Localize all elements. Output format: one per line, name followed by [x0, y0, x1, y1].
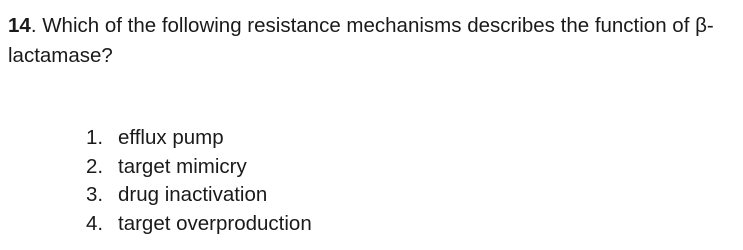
- answer-option-1[interactable]: [86, 124, 312, 153]
- answer-option-2[interactable]: [86, 153, 312, 182]
- option-label: drug inactivation: [118, 183, 268, 206]
- option-label: target mimicry: [118, 154, 247, 178]
- option-label: efflux pump: [118, 126, 224, 149]
- option-number: 2.: [86, 154, 104, 178]
- answer-option-3[interactable]: [86, 181, 312, 210]
- answer-option-4[interactable]: [86, 210, 312, 239]
- option-label: target overproduction: [118, 211, 312, 235]
- question-prompt: [8, 11, 738, 71]
- option-number: 3.: [86, 183, 104, 206]
- question-text: . Which of the following resistance mechanisms describes the function of β-lactamase?: [8, 14, 714, 67]
- answer-options: [86, 124, 312, 238]
- option-number: 1.: [86, 126, 104, 149]
- option-number: 4.: [86, 211, 104, 235]
- question-number: 14: [8, 14, 31, 37]
